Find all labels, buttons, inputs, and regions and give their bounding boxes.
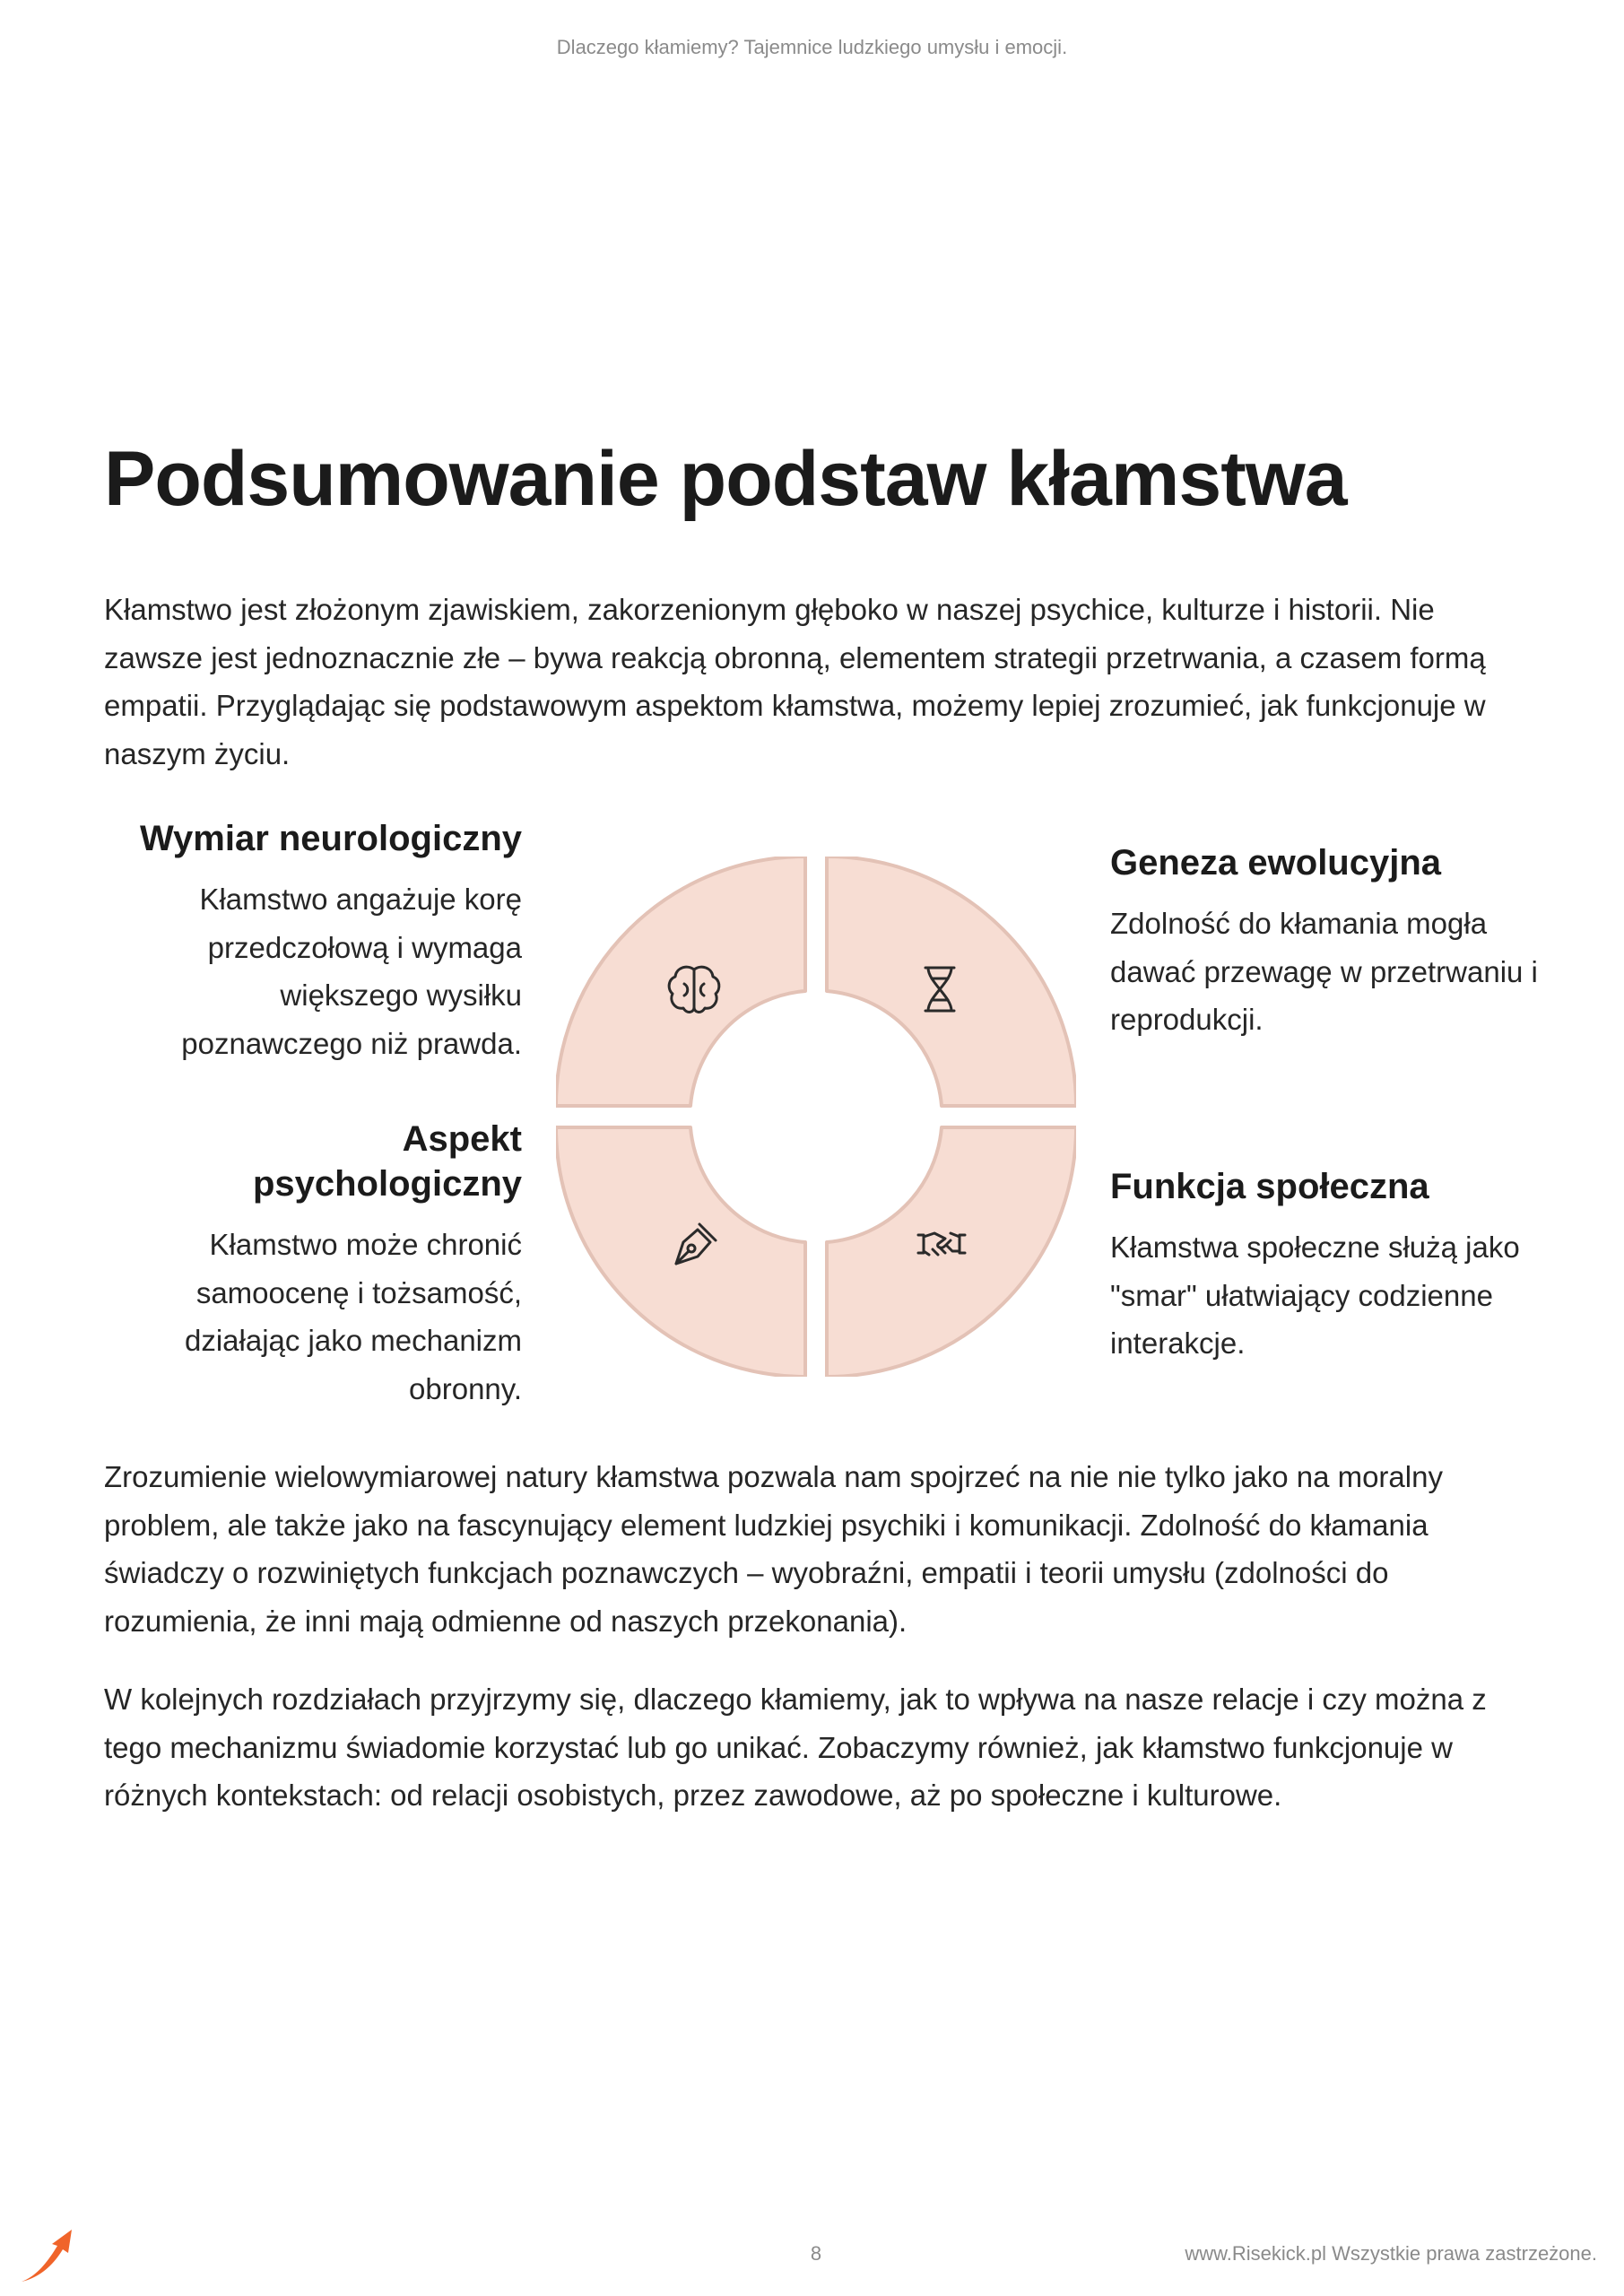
aspect-evolutionary-text: Zdolność do kłamania mogła dawać przewagę w przetrwaniu i reprodukcji.	[1110, 907, 1538, 1037]
aspect-neurological-title: Wymiar neurologiczny	[139, 819, 522, 858]
risekick-arrow-logo	[16, 2222, 81, 2287]
aspect-social	[1110, 1164, 1523, 1368]
aspect-social-title: Funkcja społeczna	[1110, 1167, 1429, 1206]
page-number: 8	[810, 2242, 822, 2265]
page-title: Podsumowanie podstaw kłamstwa	[104, 436, 1347, 522]
closing-paragraph-2: W kolejnych rozdziałach przyjrzymy się, dlaczego kłamiemy, jak to wpływa na nasze relacje i czy można z tego mechanizmu świadomie korzystać lub go unikać. Zobaczymy również, jak kłamstwo funkcjonuje w różnych kontekstach: od relacji osobistych, przez zawodowe, aż po społeczne i kulturowe.	[104, 1683, 1487, 1813]
aspect-psychological-text: Kłamstwo może chronić samoocenę i tożsamość, działając jako mechanizm obronny.	[184, 1228, 522, 1405]
running-header: Dlaczego kłamiemy? Tajemnice ludzkiego umysłu i emocji.	[556, 36, 1068, 58]
aspect-neurological-text: Kłamstwo angażuje korę przedczołową i wymaga większego wysiłku poznawczego niż prawda.	[181, 883, 522, 1060]
aspect-psychological-title: Aspekt psychologiczny	[252, 1119, 522, 1204]
intro-paragraph: Kłamstwo jest złożonym zjawiskiem, zakorzenionym głęboko w naszej psychice, kulturze i historii. Nie zawsze jest jednoznacznie złe – bywa reakcją obronną, elementem strategii przetrwania, a czasem formą empatii. Przyglądając się podstawowym aspektom kłamstwa, możemy lepiej zrozumieć, jak funkcjonuje w naszym życiu.	[104, 593, 1486, 770]
segment-top-right	[827, 857, 1076, 1106]
copyright-notice: www.Risekick.pl Wszystkie prawa zastrzeżone.	[1185, 2242, 1597, 2265]
closing-paragraph-1: Zrozumienie wielowymiarowej natury kłamstwa pozwala nam spojrzeć na nie nie tylko jako na moralny problem, ale także jako na fascynujący element ludzkiej psychiki i komunikacji. Zdolność do kłamania świadczy o rozwiniętych funkcjach poznawczych – wyobraźni, empatii i teorii umysłu (zdolności do rozumienia, że inni mają odmienne od naszych przekonania).	[104, 1460, 1443, 1638]
aspect-psychological	[145, 1117, 522, 1413]
aspect-evolutionary	[1110, 840, 1559, 1044]
aspect-social-text: Kłamstwa społeczne służą jako "smar" ułatwiający codzienne interakcje.	[1110, 1231, 1520, 1361]
aspect-neurological	[91, 816, 522, 1067]
aspects-ring-diagram	[556, 857, 1076, 1377]
segment-top-left	[556, 857, 805, 1106]
aspect-evolutionary-title: Geneza ewolucyjna	[1110, 843, 1442, 883]
